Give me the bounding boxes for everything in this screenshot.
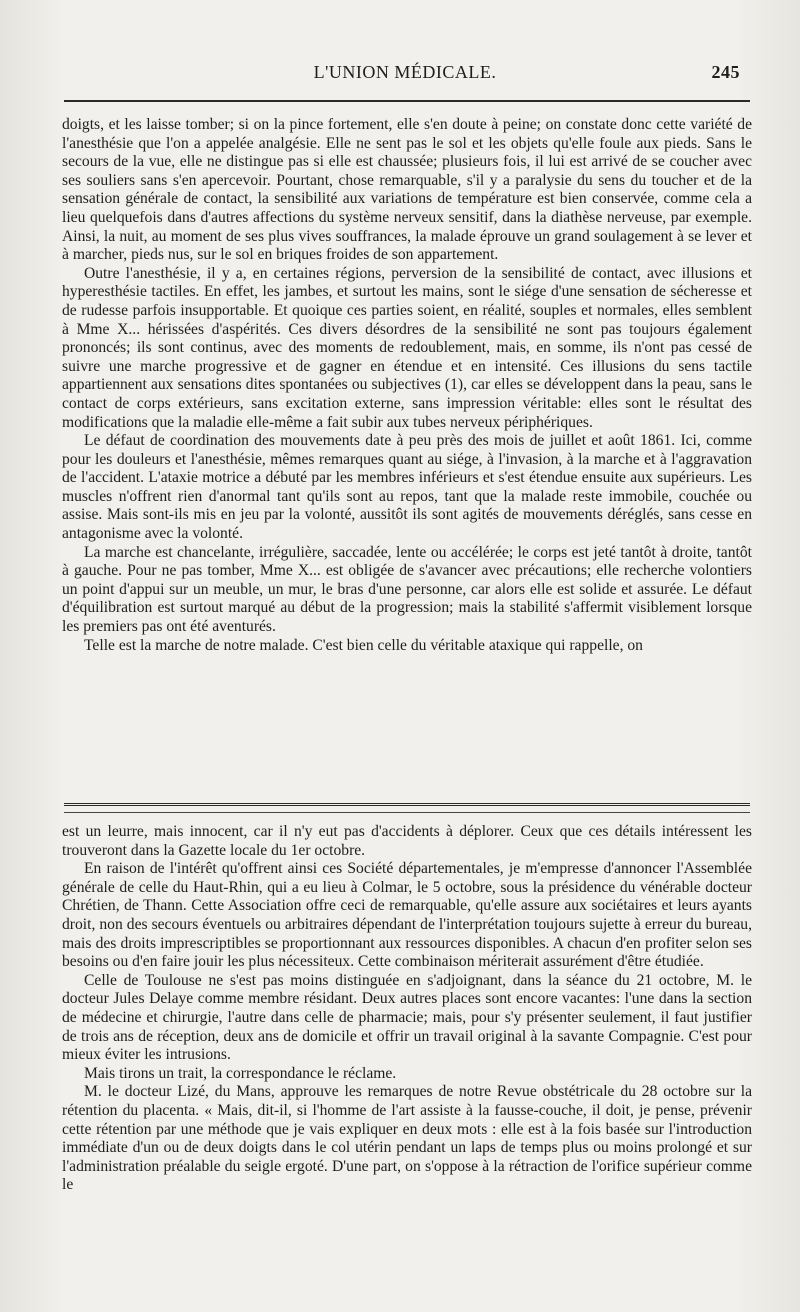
paragraph: Le défaut de coordination des mouvements date à peu près des mois de juillet et août 1861. Ici, comme pour les douleurs et l'anesthésie, mêmes remarques quant au siége, à l'invasion, à la marche et à l'aggravation de l'accident. L'ataxie motrice a débuté par les membres inférieurs et s'est étendue ensuite aux supérieurs. Les muscles n'offrent rien d'anormal tant qu'ils sont au repos, tant que la malade reste immobile, couchée ou assise. Mais sont-ils mis en jeu par la volonté, aussitôt ils sont agités de mouvements déréglés, sans cesse en antagonisme avec la volonté. [62, 432, 752, 543]
journal-title: L'UNION MÉDICALE. [313, 62, 497, 82]
paragraph: M. le docteur Lizé, du Mans, approuve les remarques de notre Revue obstétricale du 28 octobre sur la rétention du placenta. « Mais, dit-il, si l'homme de l'art assiste à la fausse-couche, il doit, je pense, prévenir cette rétention par une méthode que je vais expliquer en deux mots : elle est à la fois basée sur l'introduction immédiate d'un ou de deux doigts dans le col utérin pendant un laps de temps plus ou moins prolongé et sur l'administration préalable du seigle ergoté. D'une part, on s'oppose à la rétraction de l'orifice supérieur comme le [62, 1083, 752, 1194]
page-number: 245 [711, 62, 740, 82]
paragraph: La marche est chancelante, irrégulière, saccadée, lente ou accélérée; le corps est jeté tantôt à droite, tantôt à gauche. Pour ne pas tomber, Mme X... est obligée de s'avancer avec précautions; elle recherche volontiers un point d'appui sur un meuble, un mur, le bras d'une personne, car alors elle est solide et assurée. Le défaut d'équilibration est surtout marqué au début de la progression; mais la stabilité s'affermit visiblement lorsque les premiers pas ont été aventurés. [62, 543, 752, 636]
section-separator-thin [64, 812, 750, 813]
header-rule [64, 100, 750, 102]
main-article-text [62, 116, 752, 655]
section-separator [64, 803, 750, 810]
paragraph: Outre l'anesthésie, il y a, en certaines régions, perversion de la sensibilité de contact, avec illusions et hyperesthésie tactiles. En effet, les jambes, et surtout les mains, sont le siége d'une sensation de sécheresse et de rudesse parfois insupportable. Et quoique ces parties soient, en réalité, souples et normales, elles semblent à Mme X... hérissées d'aspérités. Ces divers désordres de la sensibilité ne sont pas toujours également prononcés; ils sont continus, avec des moments de redoublement, mais, en somme, ils n'ont pas cessé de suivre une marche progressive et de gagner en étendue et en intensité. Ces illusions du sens tactile appartiennent aux sensations dites spontanées ou subjectives (1), car elles se développent dans la peau, sans le contact de corps extérieurs, sans excitation externe, sans impression véritable: elles sont le résultat des modifications que la maladie elle-même a fait subir aux tubes nerveux périphériques. [62, 264, 752, 431]
feuilleton-text [62, 823, 752, 1195]
paragraph: est un leurre, mais innocent, car il n'y eut pas d'accidents à déplorer. Ceux que ces détails intéressent les trouveront dans la Gazette locale du 1er octobre. [62, 823, 752, 859]
paragraph: Telle est la marche de notre malade. C'est bien celle du véritable ataxique qui rappelle, on [84, 636, 643, 654]
running-header [60, 62, 750, 88]
paragraph: En raison de l'intérêt qu'offrent ainsi ces Société départementales, je m'empresse d'annoncer l'Assemblée générale de celle du Haut-Rhin, qui a eu lieu à Colmar, le 5 octobre, sous la présidence du vénérable docteur Chrétien, de Thann. Cette Association offre ceci de remarquable, qu'elle assure aux sociétaires et leurs ayants droit, non des secours éventuels ou arbitraires dépendant de l'interprétation toujours sujette à erreur du bureau, mais des droits imprescriptibles se proportionnant aux ressources disponibles. A chacun d'en profiter selon ses besoins ou d'en faire jouir les plus nécessiteux. Cette combinaison mériterait assurément d'être étudiée. [62, 860, 752, 971]
paragraph: doigts, et les laisse tomber; si on la pince fortement, elle s'en doute à peine; on constate donc cette variété de l'anesthésie que l'on a appelée analgésie. Elle ne sent pas le sol et les objets qu'elle foule aux pieds. Sans le secours de la vue, elle ne distingue pas si elle est chaussée; plusieurs fois, il lui est arrivé de se coucher avec ses souliers sans s'en apercevoir. Pourtant, chose remarquable, s'il y a paralysie du sens du toucher et de la sensation générale de contact, la sensibilité aux variations de température est bien conservée, comme cela a lieu quelquefois dans d'autres affections du système nerveux sensitif, dans la diathèse nerveuse, par exemple. Ainsi, la nuit, au moment de ses plus vives souffrances, la malade éprouve un grand soulagement à se lever et à marcher, pieds nus, sur le sol en briques froides de son appartement. [62, 116, 752, 264]
paragraph: Mais tirons un trait, la correspondance le réclame. [84, 1064, 397, 1082]
paragraph: Celle de Toulouse ne s'est pas moins distinguée en s'adjoignant, dans la séance du 21 octobre, M. le docteur Jules Delaye comme membre résidant. Deux autres places sont encore vacantes: l'une dans la section de médecine et chirurgie, l'autre dans celle de pharmacie; mais, pour s'y présenter seulement, il faut justifier de trois ans de réception, deux ans de domicile et offrir un travail original à la savante Compagnie. C'est pour mieux éviter les intrusions. [62, 971, 752, 1064]
